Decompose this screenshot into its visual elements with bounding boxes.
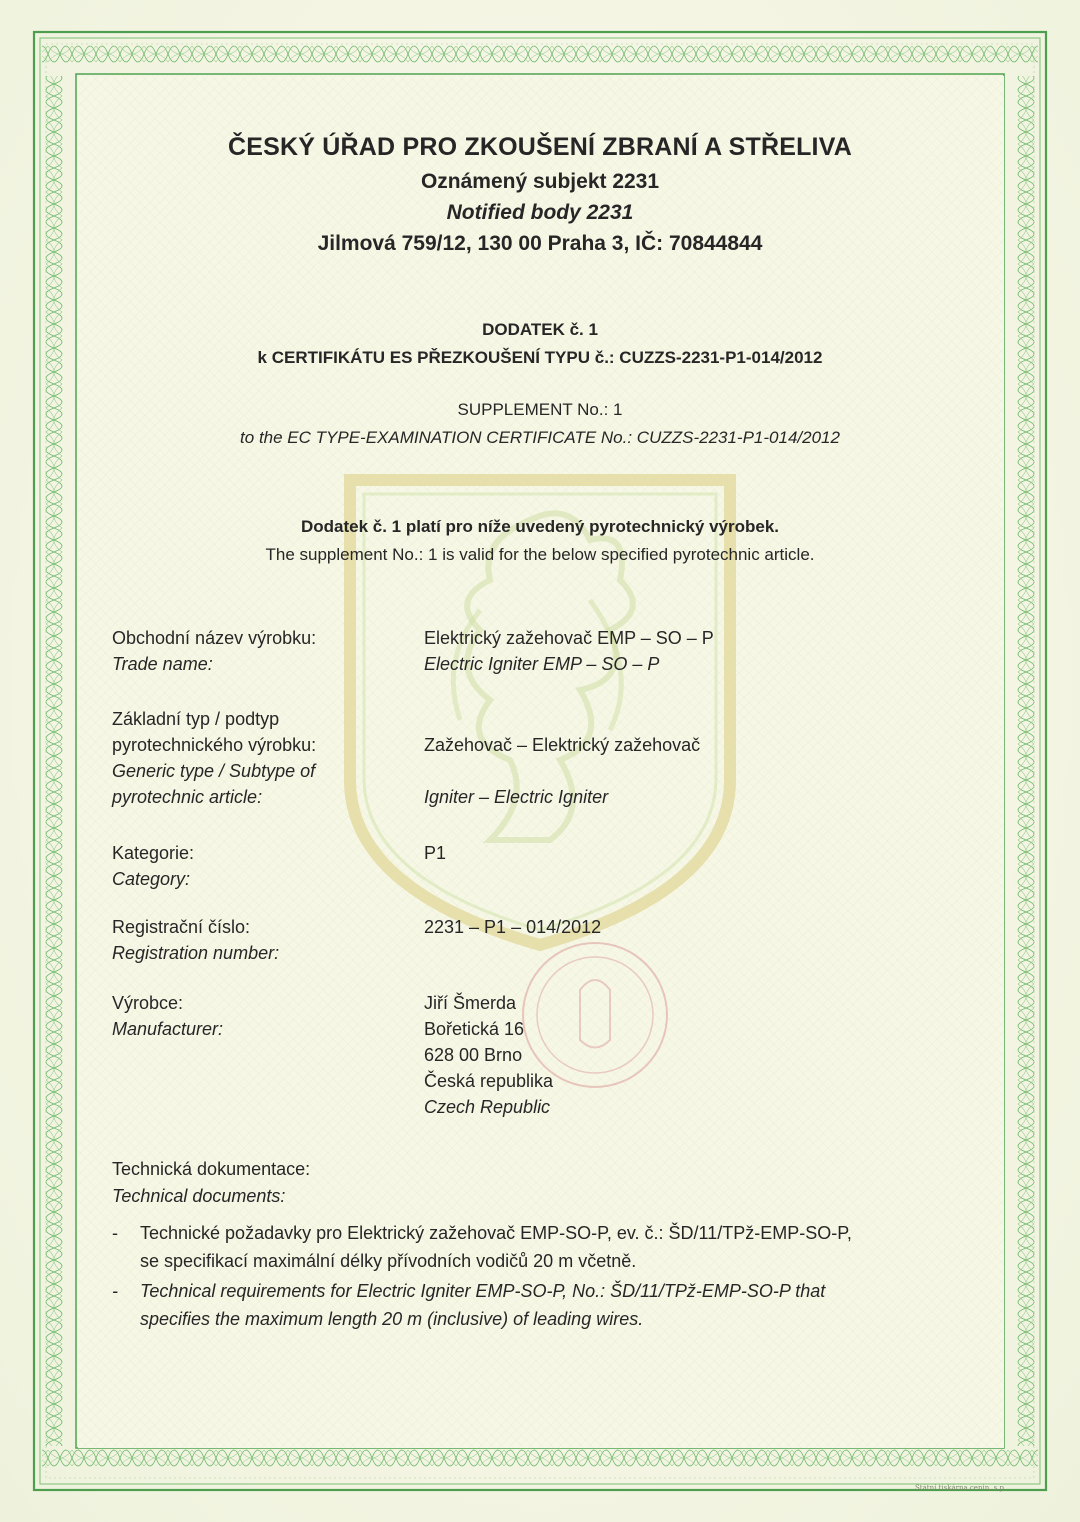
supplement-title-en: SUPPLEMENT No.: 1 [457,400,623,419]
technical-item-en-line1: Technical requirements for Electric Igniter EMP-SO-P, No.: ŠD/11/TPž-EMP-SO-P that [140,1281,826,1301]
notified-body-en: Notified body 2231 [446,201,634,224]
manufacturer-street: Bořetická 16 [424,1019,525,1039]
supplement-title-cz: DODATEK č. 1 [482,320,598,339]
registration-label-cz: Registrační číslo: [112,917,251,937]
technical-documents-label [112,1156,972,1210]
bullet-dash: - [112,1281,118,1301]
validity-statement-en: The supplement No.: 1 is valid for the below specified pyrotechnic article. [265,545,815,564]
manufacturer-address [424,990,964,1120]
category-label-cz: Kategorie: [112,843,195,863]
supplement-certificate-en: to the EC TYPE-EXAMINATION CERTIFICATE No.: CUZZS-2231-P1-014/2012 [240,428,840,447]
technical-label-cz: Technická dokumentace: [112,1159,311,1179]
generic-type-label-cz-2: pyrotechnického výrobku: [112,735,317,755]
generic-type-label-cz-1: Základní typ / podtyp [112,709,280,729]
generic-type-label-en-1: Generic type / Subtype of [112,761,316,781]
supplement-certificate-cz: k CERTIFIKÁTU ES PŘEZKOUŠENÍ TYPU č.: CUZZS-2231-P1-014/2012 [257,348,823,367]
category-label-en: Category: [112,869,191,889]
manufacturer-city: 628 00 Brno [424,1045,523,1065]
technical-label-en: Technical documents: [112,1186,286,1206]
technical-item-cz-line2: se specifikací maximální délky přívodních vodičů 20 m včetně. [140,1251,637,1271]
trade-name-value-cz: Elektrický zažehovač EMP – SO – P [424,628,714,648]
registration-label [112,914,412,966]
manufacturer-country-cz: Česká republika [424,1071,554,1091]
trade-name-label-en: Trade name: [112,654,213,674]
generic-type-label-en-2: pyrotechnic article: [112,787,263,807]
category-value: P1 [424,843,447,863]
notified-body-cz: Oznámený subjekt 2231 [420,170,660,193]
technical-item-cz-line1: Technické požadavky pro Elektrický zažehovač EMP-SO-P, ev. č.: ŠD/11/TPž-EMP-SO-P, [140,1223,852,1243]
trade-name-value [424,625,964,677]
validity-statement-cz: Dodatek č. 1 platí pro níže uvedený pyrotechnický výrobek. [300,517,780,536]
authority-address: Jilmová 759/12, 130 00 Praha 3, IČ: 70844844 [317,232,763,255]
manufacturer-country-en: Czech Republic [424,1097,551,1117]
manufacturer-label-cz: Výrobce: [112,993,184,1013]
manufacturer-label-en: Manufacturer: [112,1019,224,1039]
generic-type-value-cz: Zažehovač – Elektrický zažehovač [424,735,701,755]
category-label [112,840,412,892]
authority-name: ČESKÝ ÚŘAD PRO ZKOUŠENÍ ZBRANÍ A STŘELIVA [228,133,852,161]
technical-item-en-line2: specifies the maximum length 20 m (inclusive) of leading wires. [140,1309,644,1329]
trade-name-value-en: Electric Igniter EMP – SO – P [424,654,660,674]
trade-name-label [112,625,412,677]
bullet-dash: - [112,1223,118,1243]
printer-imprint: Státní tiskárna cenin, s.p. [915,1484,1007,1492]
trade-name-label-cz: Obchodní název výrobku: [112,628,317,648]
registration-label-en: Registration number: [112,943,280,963]
generic-type-label [112,706,412,810]
manufacturer-name: Jiří Šmerda [424,993,517,1013]
generic-type-value-en: Igniter – Electric Igniter [424,787,609,807]
registration-number-value: 2231 – P1 – 014/2012 [424,917,602,937]
manufacturer-label [112,990,412,1042]
